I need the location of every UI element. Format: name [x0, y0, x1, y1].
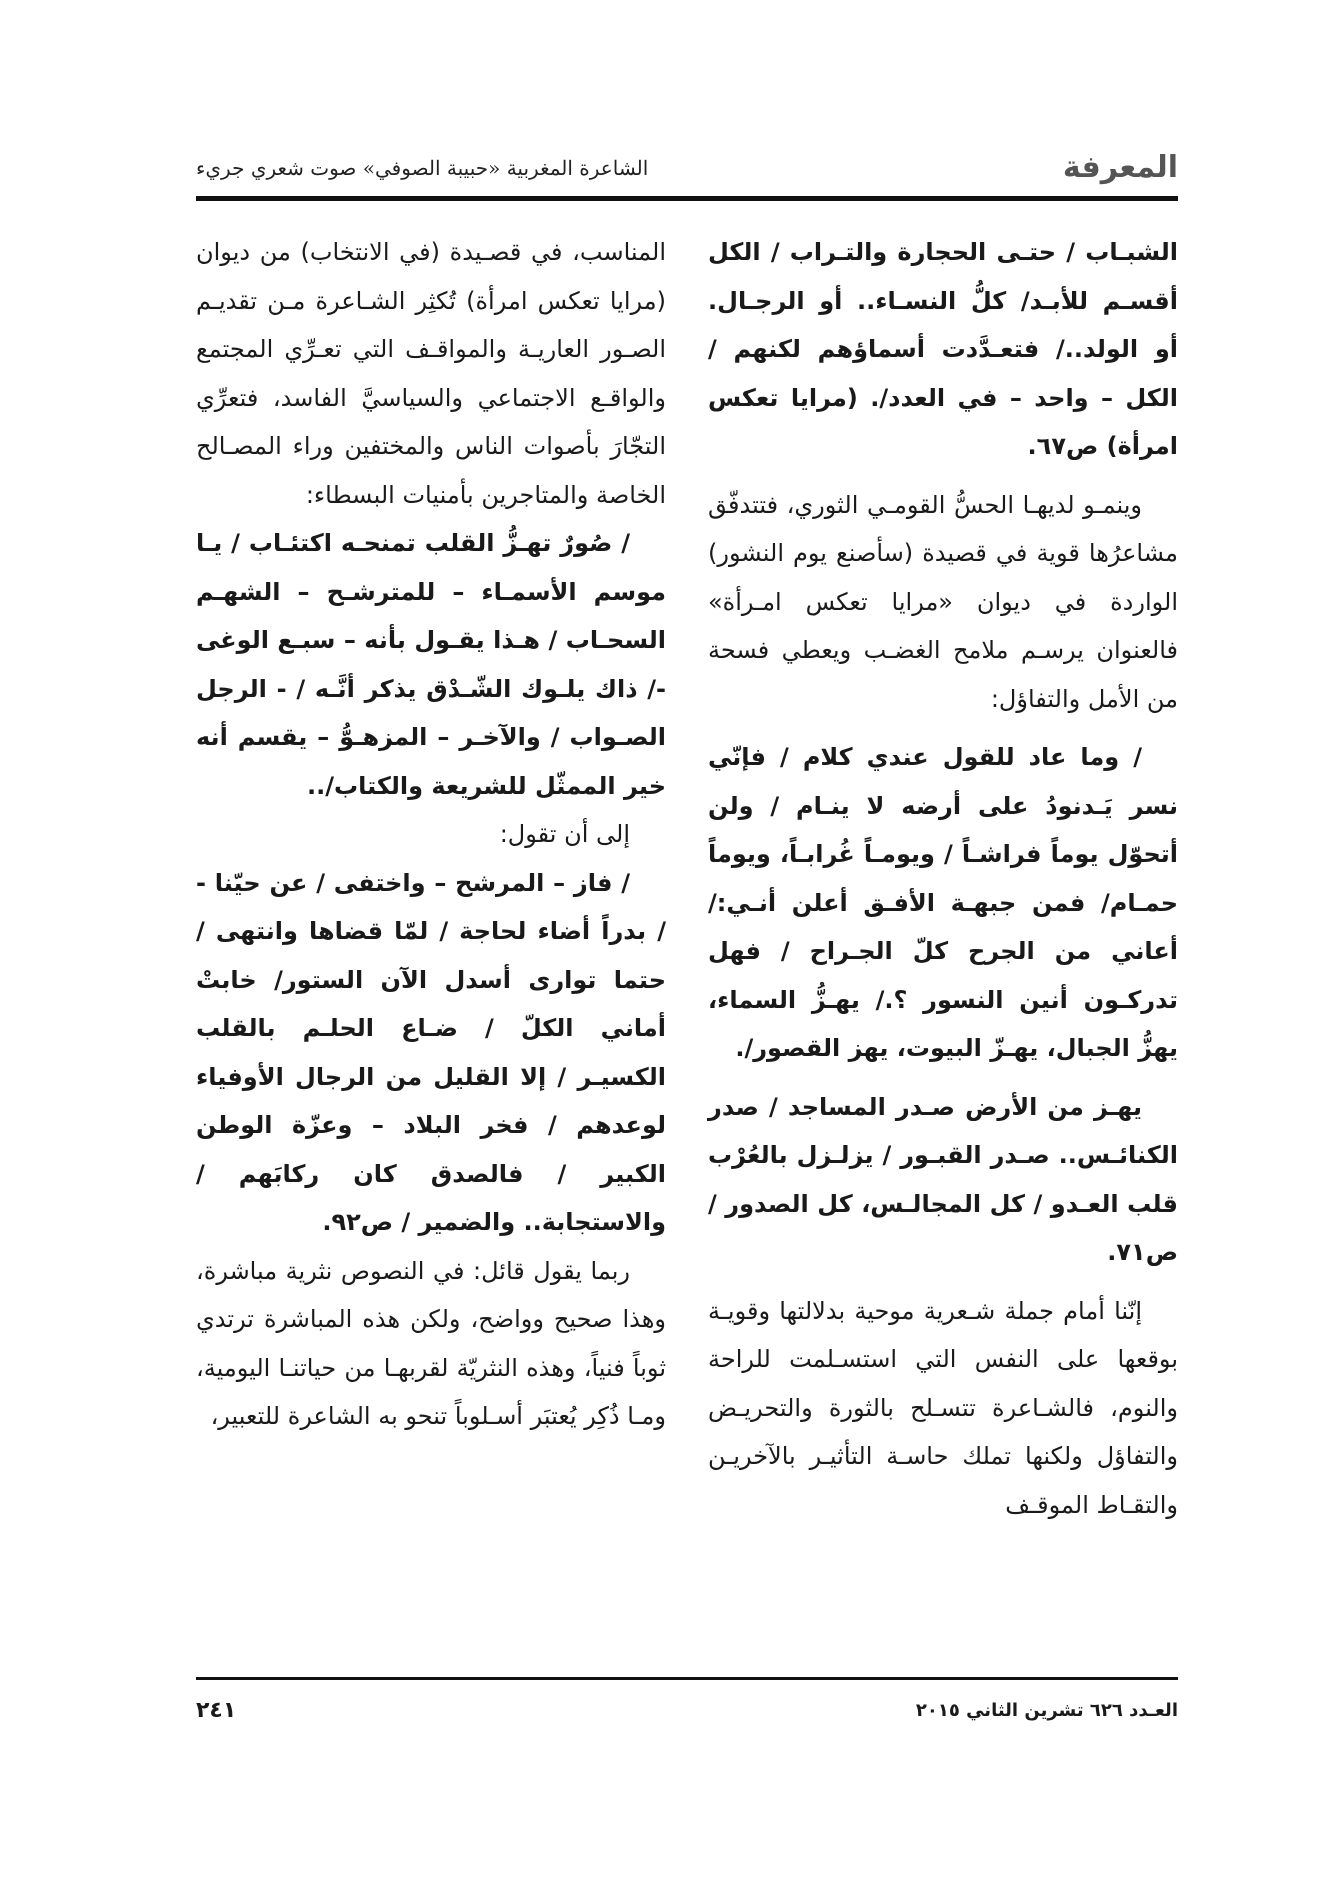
page-number: ٢٤١ [196, 1698, 237, 1723]
header-rule [196, 196, 1178, 201]
poem-excerpt-1: الشبـاب / حتـى الحجارة والتـراب / الكل أقسـم للأبـد/ كلُّ النسـاء.. أو الرجـال. أو الولد../ فتعـدَّدت أسماؤهم لكنهم / الكل – واحد – في العدد/. (مرايا تعكس امرأة) ص٦٧. [708, 238, 1178, 460]
running-title: الشاعرة المغربية «حبيبة الصوفي» صوت شعري جريء [196, 156, 649, 180]
page-footer [196, 1700, 1178, 1736]
paragraph-1: وينمـو لديهـا الحسُّ القومـي الثوري، فتتدفّق مشاعرُها قوية في قصيدة (سأصنع يوم النشور) الواردة في ديوان «مرايا تعكس امـرأة» فالعنوان يرسـم ملامح الغضـب ويعطي فسحة من الأمل والتفاؤل: [708, 490, 1178, 713]
paragraph-4: إلى أن تقول: [499, 820, 630, 848]
paragraph-2: إنّنا أمام جملة شـعرية موحية بدلالتها وقويـة بوقعها على النفس التي استسـلمت للراحة والنوم، فالشـاعرة تتسـلح بالثورة والتحريـض والتفاؤل ولكنها تملك حاسـة التأثيـر بالآخريـن والتقـاط الموقـف [708, 1296, 1178, 1519]
paragraph-5: ربما يقول قائل: في النصوص نثرية مباشرة، وهذا صحيح وواضح، ولكن هذه المباشرة ترتدي ثوباً فنياً، وهذه النثريّة لقربهـا من حياتنـا اليومية، ومـا ذُكِر يُعتبَر أسـلوباً تنحو به الشاعرة للتعبير، [196, 1256, 666, 1430]
page-header [196, 148, 1178, 198]
poem-excerpt-5: / فاز – المرشح – واختفى / عن حيّنا - / بدراً أضاء لحاجة / لمّا قضاها وانتهى / حتما توارى أسدل الآن الستور/ خابتْ أماني الكلّ / ضـاع الحلـم بالقلب الكسيـر / إلا القليل من الرجال الأوفياء لوعدهم / فخر البلاد – وعزّة الوطن الكبير / فالصدق كان ركابَهم / والاستجابة.. والضمير / ص٩٢. [196, 868, 666, 1236]
right-column [708, 228, 1178, 1529]
paragraph-3: المناسب، في قصـيدة (في الانتخاب) من ديوان (مرايا تعكس امرأة) تُكثِر الشـاعرة مـن تقديـم الصـور العاريـة والمواقـف التي تعـرِّي المجتمع والواقـع الاجتماعي والسياسيَّ الفاسد، فتعرِّي التجّارَ بأصوات الناس والمختفين وراء المصـالح الخاصة والمتاجرين بأمنيات البسطاء: [196, 238, 666, 509]
poem-excerpt-4: / صُورٌ تهـزُّ القلب تمنحـه اكتئـاب / يـا موسم الأسمـاء – للمترشـح – الشهـم السحـاب / هـذا يقـول بأنه – سبـع الوغى -/ ذاك يلـوك الشّـدْق يذكر أنَّـه / - الرجل الصـواب / والآخـر – المزهـوُّ – يقسم أنه خير الممثّل للشريعة والكتاب/.. [196, 529, 666, 800]
footer-rule [196, 1677, 1178, 1680]
poem-excerpt-3: يهـز من الأرض صـدر المساجد / صدر الكنائـس.. صـدر القبـور / يزلـزل بالعُرْب قلب العـدو / كل المجالـس، كل الصدور / ص٧١. [708, 1092, 1178, 1266]
poem-excerpt-2: / وما عاد للقول عندي كلام / فإنّي نسر يَـدنودُ على أرضه لا ينـام / ولن أتحوّل يوماً فراشـاً / ويومـاً غُرابـاً، ويوماً حمـام/ فمن جبهـة الأفـق أعلن أنـي:/ أعاني من الجرح كلّ الجـراح / فهل تدركـون أنين النسور ؟./ يهـزُّ السماء، يهزُّ الجبال، يهـزّ البيوت، يهز القصور/. [708, 743, 1178, 1062]
left-column [196, 228, 666, 1441]
magazine-masthead: المعرفة [1062, 150, 1178, 185]
issue-info: العـدد ٦٢٦ تشرين الثاني ٢٠١٥ [915, 1700, 1178, 1721]
